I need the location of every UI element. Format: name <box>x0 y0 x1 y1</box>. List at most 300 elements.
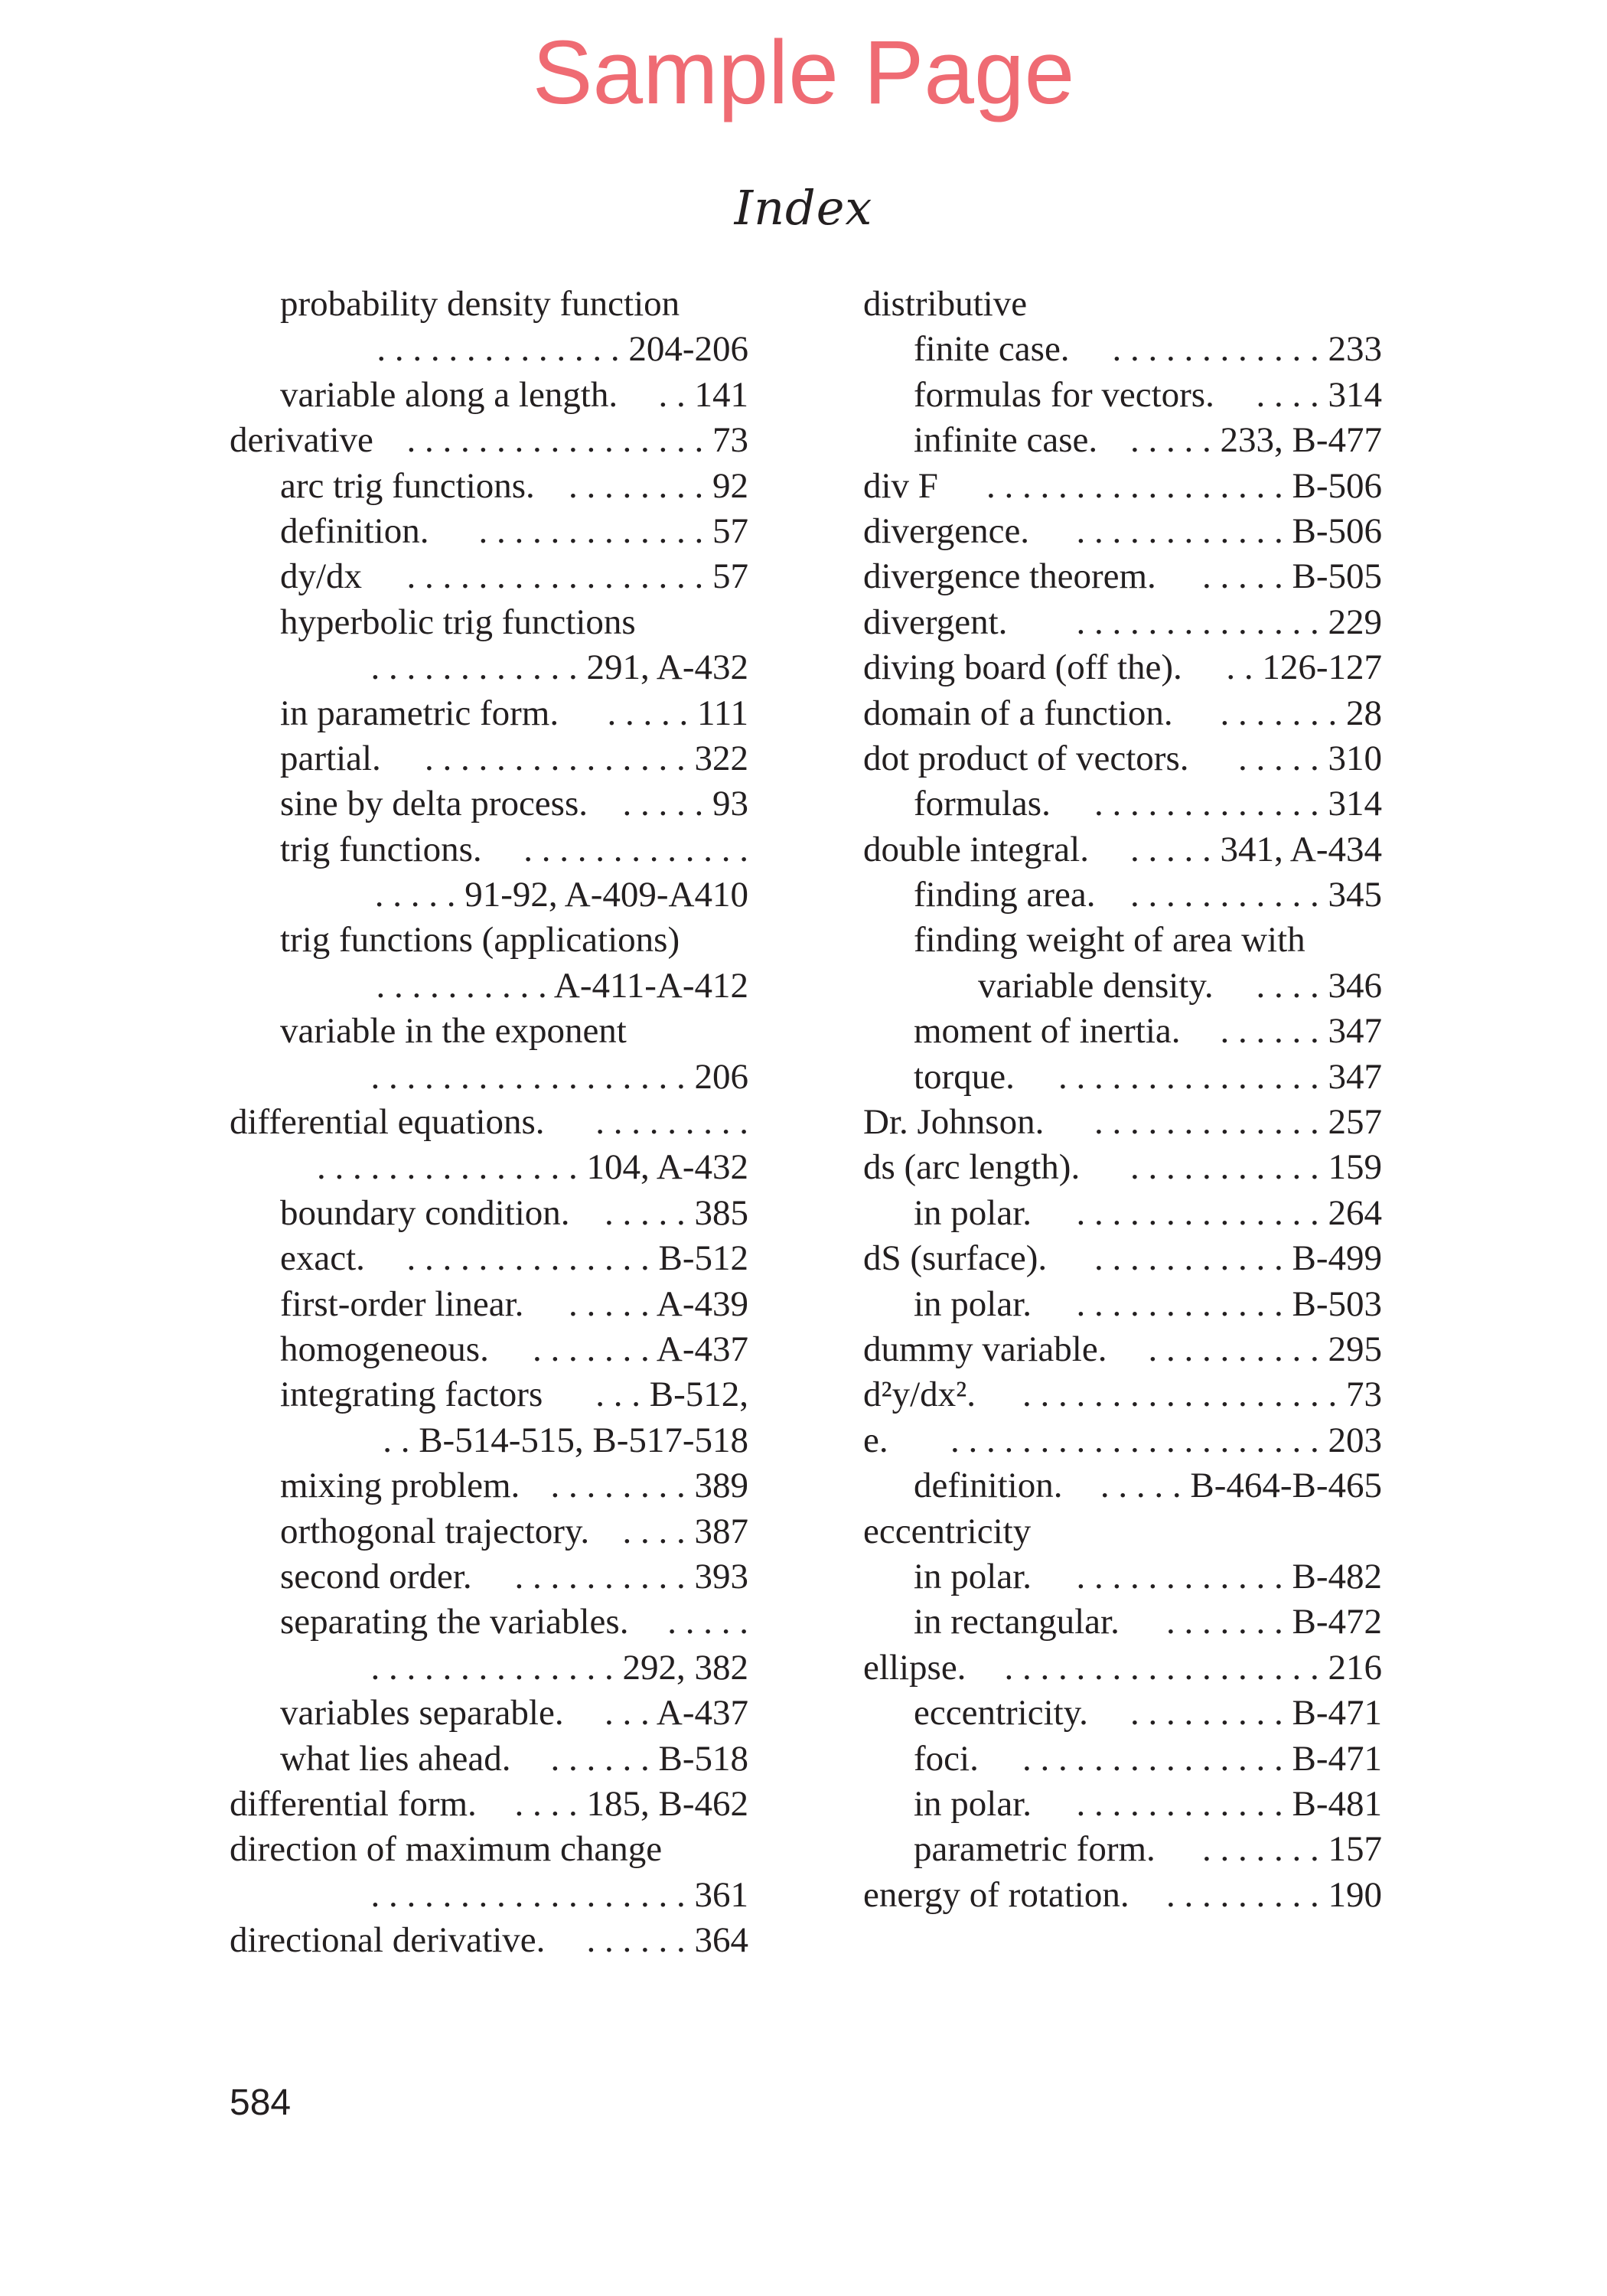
index-term: in polar. <box>914 1783 1032 1824</box>
index-page-reference: 190 <box>1328 1874 1382 1915</box>
index-leader-and-reference <box>1130 827 1382 872</box>
index-entry <box>863 1100 1382 1145</box>
index-term: in polar. <box>914 1556 1032 1596</box>
index-leader-dots: . . . . . . . . . . . . . . . . . <box>986 465 1292 506</box>
index-page-reference: 385 <box>694 1192 748 1233</box>
index-term: energy of rotation. <box>863 1874 1129 1915</box>
index-entry <box>230 1418 748 1463</box>
index-entry <box>863 1600 1382 1645</box>
index-leader-dots: . . . . . . . . . . . . . . . . . . <box>370 1056 695 1097</box>
index-term: in polar. <box>914 1283 1032 1324</box>
index-entry <box>863 600 1382 645</box>
index-leader-dots: . . . . . . . . . . . . <box>370 647 587 688</box>
index-entry <box>230 1191 748 1236</box>
index-leader-and-reference <box>569 1282 748 1327</box>
index-entry <box>230 327 748 372</box>
index-leader-and-reference <box>1257 964 1383 1009</box>
index-leader-and-reference <box>344 1645 748 1691</box>
index-entry <box>863 1737 1382 1782</box>
index-entry <box>230 509 748 554</box>
index-term: ds (arc length). <box>863 1147 1081 1188</box>
index-term: variable density. <box>978 965 1214 1006</box>
index-page-reference: 73 <box>1346 1375 1382 1415</box>
index-entry <box>230 645 748 690</box>
index-leader-and-reference <box>587 1918 749 1963</box>
index-entry <box>863 1191 1382 1236</box>
index-leader-dots: . . . . . <box>622 784 712 824</box>
index-leader-and-reference <box>607 691 748 736</box>
index-page-reference: 295 <box>1328 1329 1382 1369</box>
index-page-reference: 233, B-477 <box>1220 420 1382 461</box>
index-leader-and-reference <box>1094 1236 1382 1281</box>
index-page-reference: B-499 <box>1292 1238 1382 1279</box>
index-leader-and-reference <box>1077 1282 1383 1327</box>
index-page-reference: 57 <box>712 556 748 597</box>
sample-page-watermark: Sample Page <box>532 22 1075 123</box>
index-page-reference: 157 <box>1328 1829 1382 1870</box>
index-term: in polar. <box>914 1192 1032 1233</box>
index-page-reference: B-512 <box>658 1238 748 1279</box>
index-page-reference: 73 <box>712 420 748 461</box>
index-term: Dr. Johnson. <box>863 1102 1045 1143</box>
index-term: in rectangular. <box>914 1602 1120 1642</box>
index-leader-and-reference <box>1257 373 1383 418</box>
index-entry <box>230 1782 748 1827</box>
index-entry <box>863 1009 1382 1054</box>
index-entry <box>230 736 748 781</box>
index-leader-and-reference <box>1077 1554 1383 1600</box>
index-page-reference: B-514-515, B-517-518 <box>419 1420 748 1460</box>
index-leader-dots: . . . . . . . . <box>550 1466 695 1506</box>
index-page-reference: 93 <box>712 784 748 824</box>
index-leader-and-reference <box>1130 1691 1382 1736</box>
index-page-reference: 104, A-432 <box>586 1147 748 1188</box>
index-entry <box>230 1600 748 1645</box>
page-number: 584 <box>230 2082 292 2123</box>
index-entry <box>863 1327 1382 1372</box>
index-leader-and-reference <box>1077 509 1383 554</box>
index-entry <box>230 872 748 918</box>
index-leader-and-reference <box>1130 872 1382 918</box>
index-page-reference: 345 <box>1328 875 1382 915</box>
index-entry <box>863 282 1382 327</box>
index-entry <box>230 1145 748 1190</box>
index-leader-and-reference <box>1221 1009 1383 1054</box>
index-term: ellipse. <box>863 1647 966 1688</box>
index-term: directional derivative. <box>230 1920 546 1961</box>
index-leader-and-reference <box>551 1463 749 1508</box>
index-term: diving board (off the). <box>863 647 1182 688</box>
index-entry <box>863 872 1382 918</box>
index-leader-and-reference <box>479 509 749 554</box>
index-leader-and-reference <box>344 1873 748 1918</box>
index-term: arc trig functions. <box>280 465 535 506</box>
index-page-reference: 347 <box>1328 1011 1382 1052</box>
index-leader-and-reference <box>605 1191 748 1236</box>
index-leader-and-reference <box>595 1100 748 1145</box>
index-page-reference: B-518 <box>658 1738 748 1779</box>
index-leader-and-reference <box>1221 691 1383 736</box>
index-entry <box>230 373 748 418</box>
index-leader-dots: . . . . . <box>1130 420 1221 461</box>
index-page-reference: 111 <box>696 693 748 733</box>
index-leader-dots: . . . . . <box>1202 556 1292 597</box>
index-entry <box>863 1554 1382 1600</box>
index-entry <box>230 1509 748 1554</box>
index-term: definition. <box>914 1466 1063 1506</box>
index-entry <box>230 1327 748 1372</box>
index-page-reference: A-437 <box>656 1693 748 1733</box>
index-leader-dots: . . . . . . <box>1220 1011 1328 1052</box>
index-leader-and-reference <box>1100 1463 1382 1508</box>
index-leader-and-reference <box>1094 781 1382 827</box>
index-page-reference: 393 <box>694 1556 748 1596</box>
index-entry <box>230 600 748 645</box>
index-leader-dots: . . . . . . . . . . . . . . <box>1076 1192 1328 1233</box>
index-term: divergent. <box>863 602 1008 642</box>
index-entry <box>863 1236 1382 1281</box>
index-leader-and-reference <box>515 1782 749 1827</box>
index-leader-dots: . . . . . <box>667 1602 748 1642</box>
index-leader-dots: . . . . . <box>1100 1466 1191 1506</box>
index-page-reference: B-503 <box>1292 1283 1382 1324</box>
index-leader-dots: . . <box>1226 647 1263 688</box>
index-page-reference: B-464-B-465 <box>1190 1466 1382 1506</box>
index-page-reference: 57 <box>712 510 748 551</box>
index-leader-and-reference <box>344 327 748 372</box>
index-term: orthogonal trajectory. <box>280 1511 590 1551</box>
index-leader-and-reference <box>1238 736 1382 781</box>
index-leader-dots: . . . . . <box>568 1283 657 1324</box>
index-leader-dots: . . . . . <box>607 693 697 733</box>
index-leader-and-reference <box>425 736 748 781</box>
index-leader-dots: . . . . . . . . . . . . . . . <box>425 738 695 778</box>
index-leader-dots: . . . . . . . . . . . . . . . <box>317 1147 587 1188</box>
index-leader-dots: . . . . <box>1256 374 1328 415</box>
index-leader-and-reference <box>280 1145 748 1190</box>
index-leader-dots: . . . . . . . . . <box>1130 1693 1292 1733</box>
index-leader-and-reference <box>1130 1145 1382 1190</box>
index-leader-and-reference <box>344 645 748 690</box>
index-term: probability density function <box>280 284 680 324</box>
index-term: moment of inertia. <box>914 1011 1181 1052</box>
index-leader-dots: . . . . . <box>374 875 465 915</box>
index-entry <box>863 827 1382 872</box>
index-term: first-order linear. <box>280 1283 524 1324</box>
index-leader-and-reference <box>1058 1055 1382 1100</box>
index-term: homogeneous. <box>280 1329 489 1369</box>
index-entry <box>863 1691 1382 1736</box>
index-page-reference: 314 <box>1328 374 1382 415</box>
index-entry <box>863 1282 1382 1327</box>
index-term: integrating factors <box>280 1375 543 1415</box>
index-entry <box>230 1282 748 1327</box>
index-entry <box>230 964 748 1009</box>
index-page-reference: 206 <box>694 1056 748 1097</box>
index-leader-dots: . . . . <box>514 1783 587 1824</box>
index-entry <box>230 1918 748 1963</box>
index-leader-dots: . . . . . <box>605 1192 695 1233</box>
index-term: differential form. <box>230 1783 477 1824</box>
index-page-reference: 361 <box>694 1874 748 1915</box>
index-term: sine by delta process. <box>280 784 588 824</box>
index-entry <box>863 1873 1382 1918</box>
index-leader-dots: . . . . . . . . . . . . . . <box>1076 602 1328 642</box>
index-term: hyperbolic trig functions <box>280 602 636 642</box>
index-leader-and-reference <box>1113 327 1383 372</box>
index-term: domain of a function. <box>863 693 1173 733</box>
index-page-reference: 141 <box>694 374 748 415</box>
index-term: dummy variable. <box>863 1329 1107 1369</box>
index-term: finite case. <box>914 329 1070 370</box>
index-leader-and-reference <box>407 418 749 463</box>
index-page-reference: B-471 <box>1292 1693 1382 1733</box>
index-leader-dots: . . . . . . . . . . <box>1148 1329 1328 1369</box>
index-leader-and-reference <box>1077 1191 1383 1236</box>
index-entry <box>863 554 1382 599</box>
index-entry <box>230 418 748 463</box>
index-leader-and-reference <box>986 464 1382 509</box>
index-entry <box>863 691 1382 736</box>
index-page-reference: 347 <box>1328 1056 1382 1097</box>
index-term: variable along a length. <box>280 374 618 415</box>
index-page-reference: B-481 <box>1292 1783 1382 1824</box>
index-entry <box>230 1236 748 1281</box>
index-leader-and-reference <box>407 1236 749 1281</box>
index-term: direction of maximum change <box>230 1829 663 1870</box>
index-leader-and-reference <box>344 872 748 918</box>
index-column-right <box>863 282 1382 1918</box>
index-entry <box>230 1691 748 1736</box>
index-leader-dots: . . . . . . . <box>1202 1829 1328 1870</box>
index-page-reference: 341, A-434 <box>1220 829 1382 869</box>
index-entry <box>863 964 1382 1009</box>
index-term: dot product of vectors. <box>863 738 1189 778</box>
index-leader-dots: . . . . . . . . . . . . <box>1076 1283 1292 1324</box>
index-page-reference: 229 <box>1328 602 1382 642</box>
index-page-reference: A-411-A-412 <box>553 965 748 1006</box>
index-entry <box>230 1554 748 1600</box>
index-leader-and-reference <box>344 1055 748 1100</box>
index-leader-dots: . . . . . . . . . . . . . <box>1094 1102 1328 1143</box>
index-leader-dots: . . . . . . . . . . . <box>1130 875 1328 915</box>
index-leader-and-reference <box>1226 645 1382 690</box>
index-entry <box>230 282 748 327</box>
index-entry <box>863 1463 1382 1508</box>
index-leader-dots: . . . . <box>622 1511 695 1551</box>
index-leader-dots: . . . . . . . . . . . . . . . <box>1058 1056 1328 1097</box>
index-leader-and-reference <box>595 1372 748 1417</box>
index-page-reference: B-482 <box>1292 1556 1382 1596</box>
index-leader-dots: . . . . . . . . . . . . . <box>478 510 712 551</box>
index-page-reference: 216 <box>1328 1647 1382 1688</box>
index-entry <box>230 1463 748 1508</box>
index-leader-and-reference <box>1149 1327 1383 1372</box>
index-leader-dots: . . . . . . . . . . . . . . . . . . . . . <box>950 1420 1328 1460</box>
index-page-reference: 185, B-462 <box>586 1783 748 1824</box>
index-page-reference: 159 <box>1328 1147 1382 1188</box>
index-term: formulas. <box>914 784 1051 824</box>
index-term: second order. <box>280 1556 472 1596</box>
index-entry <box>863 1827 1382 1872</box>
index-leader-dots: . . . . . . . . . . . . . . <box>376 329 629 370</box>
index-term: derivative <box>230 420 373 461</box>
index-leader-dots: . . . . . <box>1130 829 1221 869</box>
index-page-reference: 126-127 <box>1262 647 1382 688</box>
index-entry <box>863 464 1382 509</box>
index-leader-dots: . . . . . . . . . . <box>514 1556 695 1596</box>
index-term: formulas for vectors. <box>914 374 1214 415</box>
index-entry <box>230 1009 748 1054</box>
index-leader-and-reference <box>623 781 749 827</box>
index-term: variable in the exponent <box>280 1011 627 1052</box>
index-entry <box>230 554 748 599</box>
index-term: separating the variables. <box>280 1602 629 1642</box>
index-leader-dots: . . . . . . . . . . . <box>1094 1238 1292 1279</box>
index-term: eccentricity <box>863 1511 1032 1551</box>
index-leader-dots: . . . . . . . . . . . . . . <box>406 1238 659 1279</box>
index-term: divergence. <box>863 510 1030 551</box>
index-leader-dots: . . . . . . . . . . . . . . . . . . <box>1004 1647 1328 1688</box>
index-leader-and-reference <box>515 1554 749 1600</box>
index-entry <box>863 1645 1382 1691</box>
index-term: variables separable. <box>280 1693 564 1733</box>
index-page-reference: 291, A-432 <box>586 647 748 688</box>
index-entry <box>863 1418 1382 1463</box>
index-column-left <box>230 282 748 1963</box>
index-term: d²y/dx². <box>863 1375 976 1415</box>
index-leader-dots: . . . . . . . . . . . . . . . . . . <box>1022 1375 1346 1415</box>
index-leader-and-reference <box>950 1418 1382 1463</box>
index-page-reference: B-506 <box>1292 465 1382 506</box>
index-leader-dots: . . . . . <box>1238 738 1328 778</box>
index-page-reference: 92 <box>712 465 748 506</box>
index-entry <box>230 691 748 736</box>
index-term: div F <box>863 465 938 506</box>
index-leader-dots: . . . <box>595 1375 650 1415</box>
index-leader-dots: . . . . . . . . . . . . . . . . . . <box>370 1874 695 1915</box>
index-term: dy/dx <box>280 556 363 597</box>
index-leader-dots: . . . . . . . <box>532 1329 657 1369</box>
index-entry <box>863 918 1382 963</box>
index-entry <box>230 464 748 509</box>
index-page-reference: 346 <box>1328 965 1382 1006</box>
index-entry <box>863 736 1382 781</box>
index-leader-and-reference <box>667 1600 748 1645</box>
index-page-reference: 310 <box>1328 738 1382 778</box>
index-entry <box>230 1827 748 1872</box>
index-term: finding weight of area with <box>914 920 1305 960</box>
index-leader-dots: . . . . . . . . . . . . . . <box>370 1647 623 1688</box>
index-entry <box>863 418 1382 463</box>
index-page-reference: A-437 <box>656 1329 748 1369</box>
index-entry <box>230 1100 748 1145</box>
index-leader-dots: . . <box>658 374 695 415</box>
index-page-reference: 292, 382 <box>622 1647 748 1688</box>
index-page-reference: B-472 <box>1292 1602 1382 1642</box>
index-leader-dots: . . . . . . . . . . . . . <box>523 829 748 869</box>
index-entry <box>230 827 748 872</box>
index-term: trig functions. <box>280 829 482 869</box>
index-page-reference: 28 <box>1346 693 1382 733</box>
index-leader-and-reference <box>1005 1645 1383 1691</box>
index-term: boundary condition. <box>280 1192 570 1233</box>
index-leader-and-reference <box>605 1691 748 1736</box>
index-leader-and-reference <box>1022 1372 1382 1417</box>
index-leader-and-reference <box>1202 1827 1382 1872</box>
index-page-reference: 389 <box>694 1466 748 1506</box>
index-leader-dots: . . . . . . . <box>1220 693 1346 733</box>
index-page-reference: 364 <box>694 1920 748 1961</box>
index-leader-and-reference <box>1166 1600 1382 1645</box>
index-leader-and-reference <box>1077 600 1383 645</box>
index-leader-and-reference <box>407 554 749 599</box>
index-entry <box>230 1645 748 1691</box>
index-leader-and-reference <box>1202 554 1382 599</box>
index-leader-dots: . . . . . . . . . . . . <box>1112 329 1328 370</box>
index-page-reference: 387 <box>694 1511 748 1551</box>
index-page-reference: 322 <box>694 738 748 778</box>
index-page-reference: 203 <box>1328 1420 1382 1460</box>
index-page-reference: B-506 <box>1292 510 1382 551</box>
index-entry <box>863 1509 1382 1554</box>
index-entry <box>230 1372 748 1417</box>
index-leader-dots: . . . . . . . . . <box>595 1102 748 1143</box>
index-term: mixing problem. <box>280 1466 520 1506</box>
index-leader-dots: . . . . . . . . . . . . . . . . . <box>406 556 712 597</box>
index-term: infinite case. <box>914 420 1098 461</box>
index-leader-dots: . . . . . . <box>550 1738 659 1779</box>
index-leader-dots: . . . . . . . . . <box>1166 1874 1328 1915</box>
index-leader-dots: . . . . . . . . . . . . <box>1076 1556 1292 1596</box>
index-term: parametric form. <box>914 1829 1156 1870</box>
index-entry <box>863 1145 1382 1190</box>
index-leader-and-reference <box>533 1327 748 1372</box>
index-term: in parametric form. <box>280 693 559 733</box>
index-entry <box>230 1737 748 1782</box>
index-entry <box>863 509 1382 554</box>
index-page-reference: 91-92, A-409-A410 <box>464 875 748 915</box>
index-term: trig functions (applications) <box>280 920 680 960</box>
index-term: e. <box>863 1420 888 1460</box>
index-term: finding area. <box>914 875 1096 915</box>
index-leader-and-reference <box>659 373 749 418</box>
index-page-reference: 264 <box>1328 1192 1382 1233</box>
index-page-reference: B-505 <box>1292 556 1382 597</box>
index-page-reference: 257 <box>1328 1102 1382 1143</box>
index-leader-dots: . . . . . . . . . . . . . <box>1094 784 1328 824</box>
index-entry <box>230 1873 748 1918</box>
index-leader-dots: . . . . <box>1256 965 1328 1006</box>
page-title: Index <box>734 180 873 236</box>
index-leader-dots: . . . . . . . . . . . . . . . . . <box>406 420 712 461</box>
index-term: exact. <box>280 1238 365 1279</box>
index-term: double integral. <box>863 829 1089 869</box>
index-leader-dots: . . . <box>604 1693 657 1733</box>
index-leader-dots: . . . . . . . . <box>569 465 712 506</box>
index-leader-and-reference <box>344 1418 748 1463</box>
index-entry <box>863 781 1382 827</box>
index-entry <box>863 645 1382 690</box>
index-term: divergence theorem. <box>863 556 1156 597</box>
index-page-reference: 314 <box>1328 784 1382 824</box>
index-term: eccentricity. <box>914 1693 1088 1733</box>
index-page-reference: A-439 <box>656 1283 748 1324</box>
index-leader-and-reference <box>1094 1100 1382 1145</box>
index-leader-and-reference <box>1130 418 1382 463</box>
index-entry <box>230 781 748 827</box>
index-term: torque. <box>914 1056 1015 1097</box>
